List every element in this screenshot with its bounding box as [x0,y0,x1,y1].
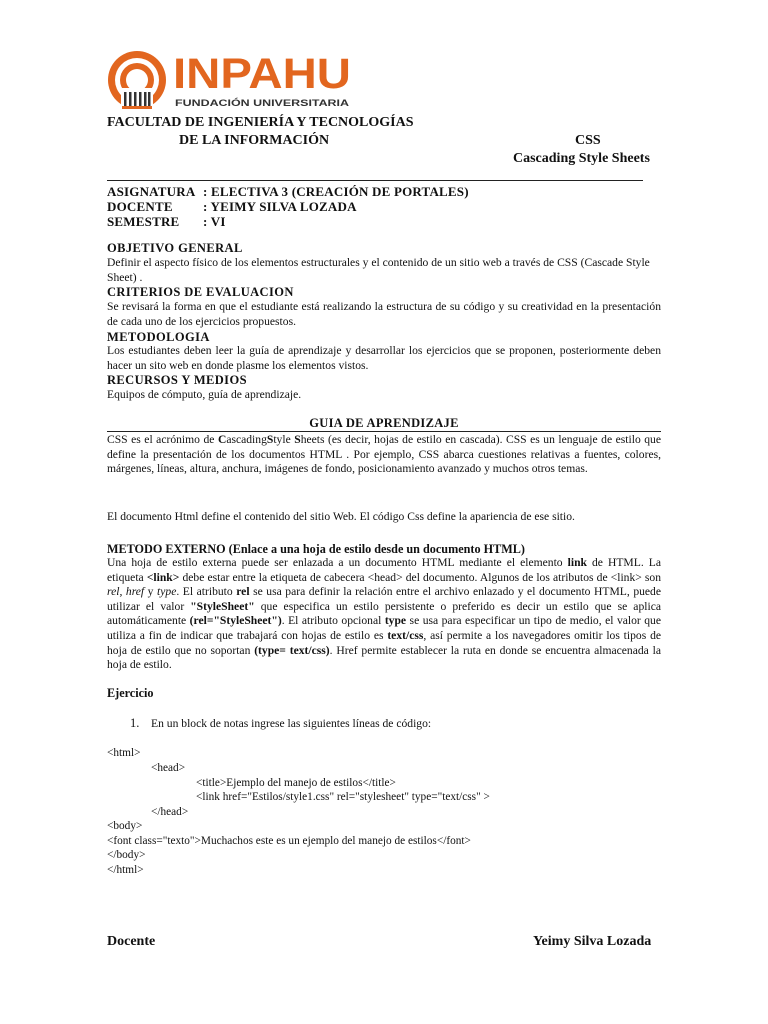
criterios-title: CRITERIOS DE EVALUACION [107,285,294,299]
meta-label: ASIGNATURA [107,184,196,199]
logo-brand-text: INPAHU [173,50,351,98]
guia-paragraph-2: El documento Html define el contenido del sitio Web. El código Css define la apariencia de ese sitio. [107,510,575,523]
inpahu-logo [107,48,357,112]
meta-value: : YEIMY SILVA LOZADA [203,199,357,214]
footer-name: Yeimy Silva Lozada [533,934,652,949]
meta-label: SEMESTRE [107,214,180,229]
guia-divider [107,431,661,432]
code-line: <body> [107,820,143,832]
meta-value: : VI [203,214,226,229]
meta-value: : ELECTIVA 3 (CREACIÓN DE PORTALES) [203,184,469,199]
objetivo-title: OBJETIVO GENERAL [107,241,243,255]
metodo-title: METODO EXTERNO (Enlace a una hoja de estilo desde un documento HTML) [107,542,525,556]
code-line: <title>Ejemplo del manejo de estilos</title> [196,777,396,789]
header-divider [107,180,643,181]
metodologia-title: METODOLOGIA [107,330,210,344]
step-text: En un block de notas ingrese las siguientes líneas de código: [151,717,432,730]
meta-row-docente [107,199,357,215]
meta-row-semestre [107,214,226,230]
criterios-text: Se revisará la forma en que el estudiante está realizando la estructura de su código y su creatividad en la presentación de cada uno de los ejercicios propuestos. [107,300,661,328]
faculty-line1: FACULTAD DE INGENIERÍA Y TECNOLOGÍAS [107,115,414,130]
metodo-paragraph: Una hoja de estilo externa puede ser enlazada a un documento HTML mediante el elemento link de HTML. La etiqueta <link> debe estar entre la etiqueta de cabecera <head> del documento. Algunos de los atributos de <link> son rel, href y type. El atributo rel se usa para definir la relación entre el archivo enlazado y el documento HTML, puede utilizar el valor "StyleSheet" que especifica un estilo persistente o preferido es decir un estilo que se aplica automáticamente (rel="StyleSheet"). El atributo opcional type se usa para especificar un tipo de medio, el valor que utiliza a fin de indicar que trabajará con hojas de estilo es text/css, así permite a los navegadores omitir los tipos de hoja de estilo que no soportan (type= text/css). Href permite establecer la ruta en donde se encuentra almacenada la hoja de estilo. [107,556,662,672]
faculty-line2: DE LA INFORMACIÓN [179,133,330,148]
guia-title: GUIA DE APRENDIZAJE [309,416,459,430]
guia-paragraph-1: CSS es el acrónimo de CascadingStyle Sheets (es decir, hojas de estilo en cascada). CSS es un lenguaje de estilo que define la presentación de los documentos HTML . Por ejemplo, CSS abarca cuestiones relativas a fuentes, colores, márgenes, líneas, altura, anchura, imágenes de fondo, posicionamiento avanzado y muchos otros temas. [107,433,661,476]
objetivo-text: Definir el aspecto físico de los elementos estructurales y el contenido de un sitio web a través de CSS (Cascade Style Sheet) . [107,256,650,284]
code-line: <link href="Estilos/style1.css" rel="stylesheet" type="text/css" > [196,791,490,803]
topic-full-title: Cascading Style Sheets [513,151,650,166]
step-number: 1. [130,716,140,730]
emblem-icon [108,51,166,110]
code-line: <head> [151,762,186,774]
meta-row-asignatura [107,184,469,200]
code-line: <html> [107,747,141,759]
meta-label: DOCENTE [107,199,173,214]
code-line: </head> [151,806,189,818]
logo-subtitle-text: FUNDACIÓN UNIVERSITARIA [175,98,308,109]
recursos-title: RECURSOS Y MEDIOS [107,373,247,387]
code-line: </html> [107,864,144,876]
code-line: <font class="texto">Muchachos este es un ejemplo del manejo de estilos</font> [107,835,471,847]
footer-role: Docente [107,934,156,949]
metodologia-text: Los estudiantes deben leer la guía de aprendizaje y desarrollar los ejercicios que se proponen, posteriormente deben hacer un sito web en donde plasme los elementos vistos. [107,344,661,372]
recursos-text: Equipos de cómputo, guía de aprendizaje. [107,388,302,401]
ejercicio-title: Ejercicio [107,686,154,700]
code-line: </body> [107,849,146,861]
topic-title: CSS [575,133,601,148]
